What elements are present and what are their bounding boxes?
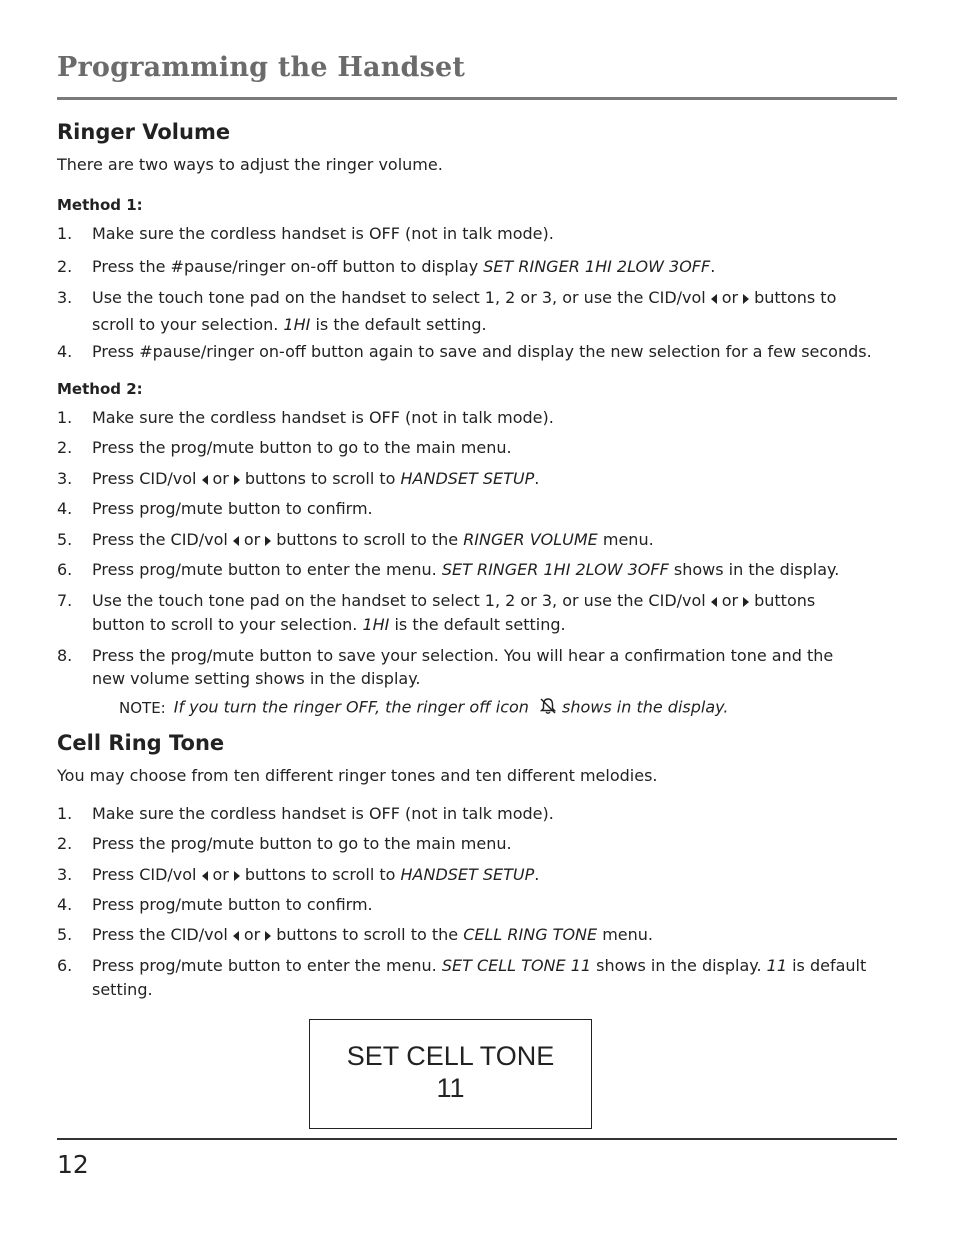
step-text: Press prog/mute button to enter the menu. SET RINGER 1HI 2LOW 3OFF shows in the display. [92,560,840,579]
step-number: 4. [57,895,73,914]
ringer-volume-heading: Ringer Volume [57,120,231,144]
step-number: 7. [57,591,73,610]
step-number: 8. [57,646,73,665]
step-number: 1. [57,804,73,823]
step-text: Press CID/vol or buttons to scroll to HANDSET SETUP. [92,865,540,884]
lcd-display [309,1019,592,1129]
lcd-line-1: SET CELL TONE [346,1041,555,1071]
step-number: 2. [57,257,73,276]
lcd-line-2: 11 [436,1073,465,1103]
step-text: Use the touch tone pad on the handset to select 1, 2 or 3, or use the CID/vol or buttons to [92,288,837,307]
step-text: Press the prog/mute button to save your selection. You will hear a confirmation tone and the [92,646,834,665]
right-arrow-icon [234,475,240,485]
note-text-end: shows in the display. [562,697,729,717]
step-number: 1. [57,408,73,427]
ringer-off-icon [538,696,558,720]
page-title: Programming the Handset [57,52,466,83]
title-divider [57,97,897,100]
step-number: 3. [57,865,73,884]
step-text: Press CID/vol or buttons to scroll to HANDSET SETUP. [92,469,540,488]
step-text: Make sure the cordless handset is OFF (not in talk mode). [92,224,554,243]
step-number: 3. [57,469,73,488]
note-label: NOTE: [119,698,166,717]
left-arrow-icon [202,871,208,881]
step-number: 4. [57,342,73,361]
step-text: scroll to your selection. 1HI is the default setting. [92,315,487,334]
step-text: Press prog/mute button to confirm. [92,895,373,914]
step-text: Use the touch tone pad on the handset to select 1, 2 or 3, or use the CID/vol or buttons [92,591,816,610]
right-arrow-icon [234,871,240,881]
step-text: button to scroll to your selection. 1HI is the default setting. [92,615,566,634]
cell-ring-tone-heading: Cell Ring Tone [57,731,225,755]
ringer-volume-intro: There are two ways to adjust the ringer volume. [57,155,443,174]
step-number: 2. [57,834,73,853]
right-arrow-icon [265,536,271,546]
step-number: 5. [57,925,73,944]
step-text: Make sure the cordless handset is OFF (not in talk mode). [92,804,554,823]
left-arrow-icon [202,475,208,485]
step-number: 1. [57,224,73,243]
step-number: 6. [57,956,73,975]
step-text: Press prog/mute button to enter the menu. SET CELL TONE 11 shows in the display. 11 is default [92,956,867,975]
step-number: 3. [57,288,73,307]
cell-ring-tone-intro: You may choose from ten different ringer tones and ten different melodies. [57,766,658,785]
left-arrow-icon [711,294,717,304]
right-arrow-icon [265,931,271,941]
step-number: 5. [57,530,73,549]
step-text: Press the CID/vol or buttons to scroll to the RINGER VOLUME menu. [92,530,654,549]
step-text: new volume setting shows in the display. [92,669,421,688]
method-1-label: Method 1: [57,196,143,214]
note [119,696,728,720]
left-arrow-icon [233,931,239,941]
step-text: Press the prog/mute button to go to the main menu. [92,834,512,853]
right-arrow-icon [743,294,749,304]
note-text: If you turn the ringer OFF, the ringer off icon [173,697,529,717]
step-text: Press the CID/vol or buttons to scroll to the CELL RING TONE menu. [92,925,654,944]
step-text: Press prog/mute button to confirm. [92,499,373,518]
step-text: Press the #pause/ringer on-off button to display SET RINGER 1HI 2LOW 3OFF. [92,257,716,276]
step-number: 6. [57,560,73,579]
step-text: Press the prog/mute button to go to the main menu. [92,438,512,457]
page-number: 12 [57,1150,89,1179]
footer-divider [57,1138,897,1140]
right-arrow-icon [743,597,749,607]
method-2-label: Method 2: [57,380,143,398]
left-arrow-icon [233,536,239,546]
step-text: Make sure the cordless handset is OFF (not in talk mode). [92,408,554,427]
step-text: setting. [92,980,153,999]
left-arrow-icon [711,597,717,607]
step-number: 4. [57,499,73,518]
step-number: 2. [57,438,73,457]
step-text: Press #pause/ringer on-off button again to save and display the new selection for a few seconds. [92,342,872,361]
